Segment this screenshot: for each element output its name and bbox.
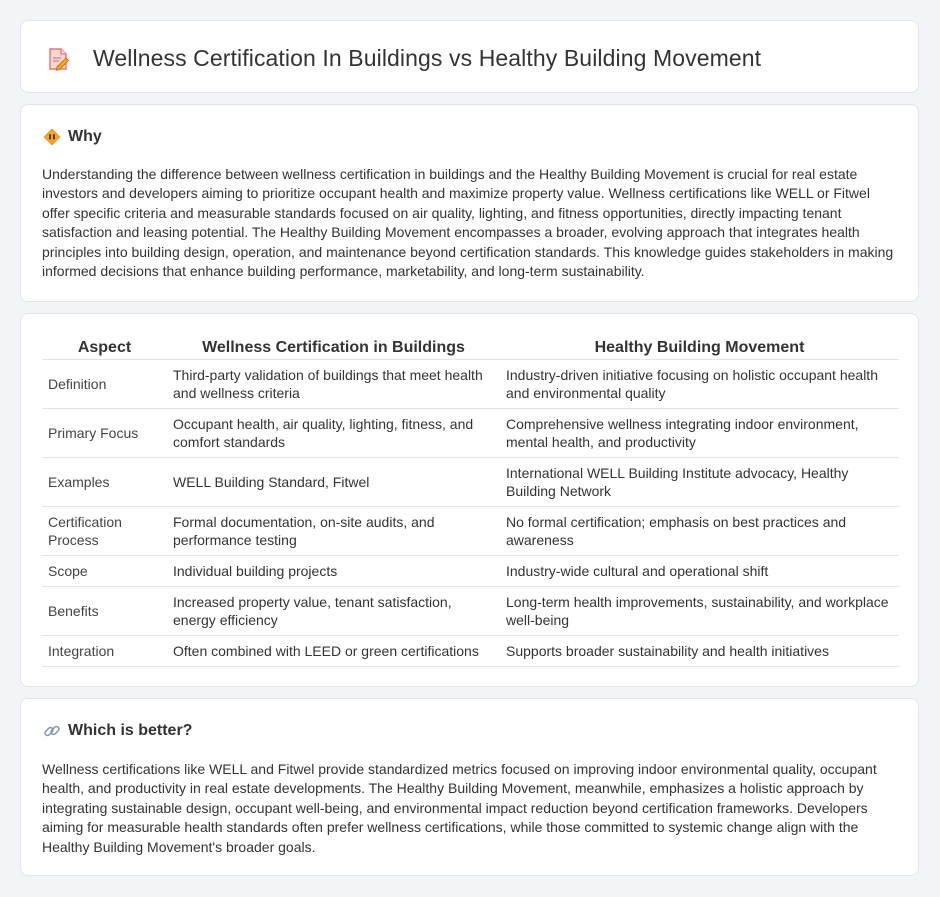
row-wellness-cell: Occupant health, air quality, lighting, fitness, and comfort standards [167,409,500,458]
table-row [42,360,899,409]
diamond-warning-icon [43,128,61,146]
row-wellness-cell: Individual building projects [167,556,500,587]
row-movement-cell: International WELL Building Institute advocacy, Healthy Building Network [500,458,899,507]
row-wellness-cell: Third-party validation of buildings that meet health and wellness criteria [167,360,500,409]
better-header [43,722,192,740]
row-movement-cell: Industry-driven initiative focusing on holistic occupant health and environmental quality [500,360,899,409]
table-row [42,458,899,507]
row-aspect: Scope [42,556,167,587]
table-row [42,409,899,458]
why-title: Why [68,128,102,145]
row-aspect: Benefits [42,587,167,636]
table-header-row [42,334,899,360]
row-aspect: Certification Process [42,507,167,556]
header-aspect: Aspect [42,334,167,360]
row-wellness-cell: WELL Building Standard, Fitwel [167,458,500,507]
table-row [42,507,899,556]
why-paragraph: Understanding the difference between wellness certification in buildings and the Healthy Building Movement is crucial for real estate investors and developers aiming to prioritize occupant health and maximize property value. Wellness certifications like WELL or Fitwel offer specific criteria and measurable standards focused on air quality, lighting, and fitness opportunities, directly impacting tenant satisfaction and leasing potential. The Healthy Building Movement encompasses a broader, evolving approach that integrates health principles into building design, operation, and maintenance beyond certification standards. This knowledge guides stakeholders in making informed decisions that enhance building performance, marketability, and long-term sustainability. [42,166,894,280]
row-aspect: Primary Focus [42,409,167,458]
better-paragraph: Wellness certifications like WELL and Fitwel provide standardized metrics focused on improving indoor environmental quality, occupant health, and productivity in real estate developments. The Healthy Building Movement, meanwhile, emphasizes a holistic approach by integrating sustainable design, occupant well-being, and environmental impact reduction beyond certification frameworks. Developers aiming for measurable health standards often prefer wellness certifications, while those committed to systemic change align with the Healthy Building Movement's broader goals. [42,761,877,855]
table-row [42,636,899,667]
header-wellness-certification: Wellness Certification in Buildings [167,334,500,360]
comparison-table [42,334,899,667]
row-wellness-cell: Formal documentation, on-site audits, and performance testing [167,507,500,556]
row-movement-cell: Supports broader sustainability and health initiatives [500,636,899,667]
better-title: Which is better? [68,722,193,739]
document-pencil-icon [47,46,71,72]
page-title: Wellness Certification In Buildings vs Healthy Building Movement [93,45,762,71]
row-movement-cell: No formal certification; emphasis on best practices and awareness [500,507,899,556]
table-row [42,556,899,587]
which-is-better-section [20,698,919,876]
table-row [42,587,899,636]
row-wellness-cell: Often combined with LEED or green certifications [167,636,500,667]
row-movement-cell: Comprehensive wellness integrating indoor environment, mental health, and productivity [500,409,899,458]
page-header [47,45,761,72]
row-aspect: Definition [42,360,167,409]
why-header [43,128,102,146]
row-wellness-cell: Increased property value, tenant satisfaction, energy efficiency [167,587,500,636]
row-aspect: Examples [42,458,167,507]
row-movement-cell: Long-term health improvements, sustainability, and workplace well-being [500,587,899,636]
why-section [20,104,919,302]
row-movement-cell: Industry-wide cultural and operational shift [500,556,899,587]
title-card [20,20,919,93]
link-icon [43,722,61,740]
header-healthy-building-movement: Healthy Building Movement [500,334,899,360]
row-aspect: Integration [42,636,167,667]
comparison-card [20,313,919,687]
